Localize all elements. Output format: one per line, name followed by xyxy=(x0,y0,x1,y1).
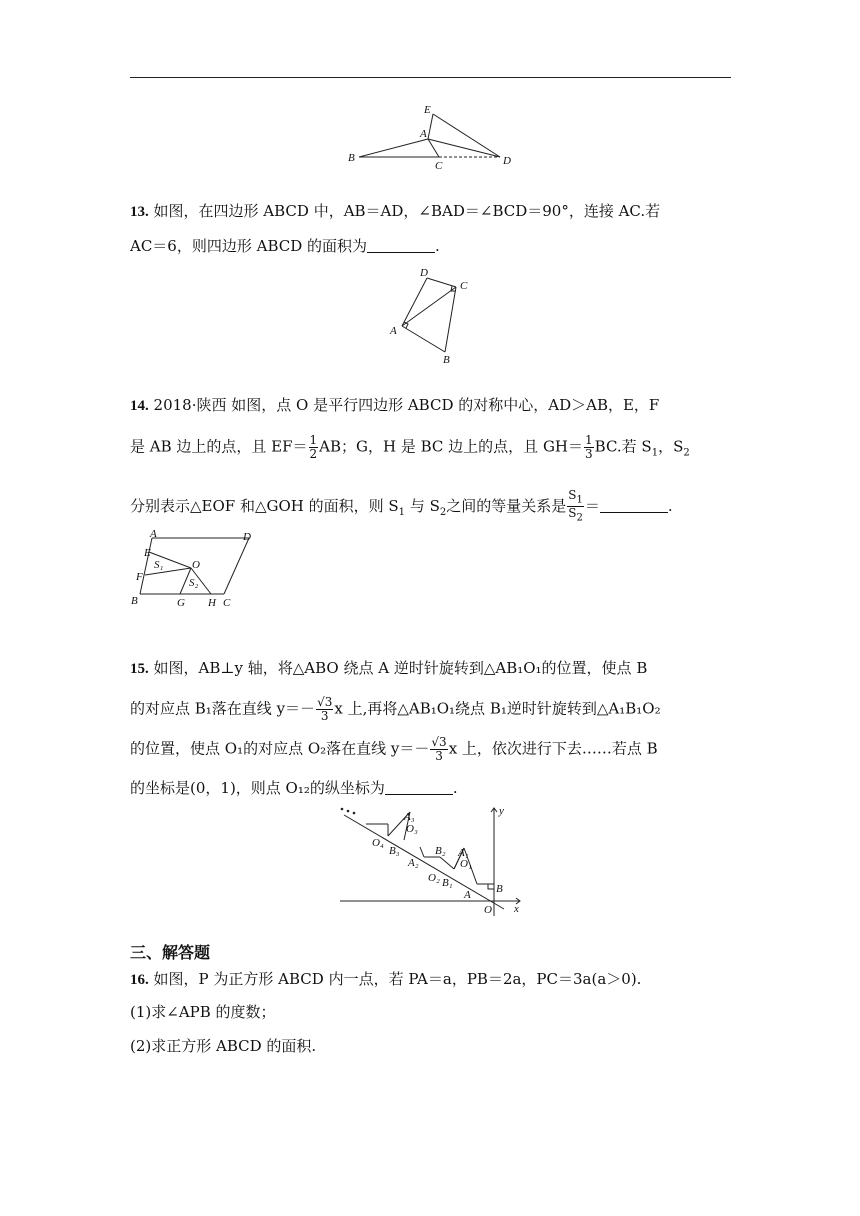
label-S1: S₁ xyxy=(154,559,164,571)
label-A: A xyxy=(150,528,157,540)
label-O3: O₃ xyxy=(406,823,418,835)
fraction-sqrt3-over-3: $\frac{√3}{3}$ xyxy=(317,695,333,723)
label-B3: B₃ xyxy=(389,845,400,857)
label-S2: S₂ xyxy=(189,577,199,589)
label-O: O xyxy=(484,904,492,916)
label-D: D xyxy=(243,531,251,543)
label-O4: O₄ xyxy=(372,837,384,849)
q14-text2a: 是 AB 边上的点，且 EF＝ xyxy=(130,437,308,456)
label-B: B xyxy=(131,595,138,607)
label-y: y xyxy=(499,805,504,817)
q13-text2: AC＝6，则四边形 ABCD 的面积为 xyxy=(130,237,368,255)
label-B: B xyxy=(348,152,355,164)
q14-answer-blank xyxy=(600,498,668,513)
q16-number: 16. xyxy=(130,972,149,988)
section-heading: 三、解答题 xyxy=(130,943,211,962)
figure-rotation-q15 xyxy=(336,800,532,920)
q15-line3 xyxy=(130,736,658,763)
q15-line4 xyxy=(130,778,458,798)
label-D: D xyxy=(420,267,428,279)
q15-number: 15. xyxy=(130,661,149,677)
q15-line1 xyxy=(130,658,647,679)
figure-parallelogram-q14 xyxy=(128,528,263,610)
figure-quadrilateral-q13 xyxy=(385,262,485,367)
label-A: A xyxy=(464,889,471,901)
q13-number: 13. xyxy=(130,204,149,220)
label-F: F xyxy=(136,571,143,583)
label-O: O xyxy=(192,559,200,571)
q14-period: . xyxy=(667,496,673,515)
q14-line3: 分别表示△EOF 和△GOH 的面积，则 $S_1$ 与 $S_2$之间的等量关系是 $\frac{S_1}{S_2}$ ＝ . xyxy=(130,488,673,524)
label-A3: A₃ xyxy=(404,811,415,823)
label-A: A xyxy=(390,325,397,337)
q14-line1 xyxy=(130,395,659,416)
label-D: D xyxy=(503,155,511,167)
q14-line2: 是 AB 边上的点，且 EF＝ $\frac{1}{2}$ AB；G，H 是 BC 边上的点，且 GH＝ $\frac{1}{3}$ BC.若 $S_1$，$S_2$ xyxy=(130,433,690,461)
q14-text2c: BC.若 S xyxy=(594,437,652,456)
q15-period: . xyxy=(452,779,458,797)
label-O2: O₂ xyxy=(428,872,440,884)
label-G: G xyxy=(177,597,185,609)
q15-text1: 如图，AB⊥y 轴，将△ABO 绕点 A 逆时针旋转到△AB₁O₁的位置，使点 B xyxy=(153,659,648,677)
label-A2: A₂ xyxy=(408,857,419,869)
q14-text3c: 之间的等量关系是 xyxy=(446,496,567,515)
q14-equals: ＝ xyxy=(584,496,600,515)
label-B2: B₂ xyxy=(435,845,446,857)
label-B: B xyxy=(443,354,450,366)
header-rule xyxy=(130,77,731,78)
q15-answer-blank xyxy=(385,780,453,795)
q15-text4a: 的坐标是(0，1)，则点 O₁₂的纵坐标为 xyxy=(130,779,385,797)
q14-text3b: 与 S xyxy=(405,496,440,515)
q16-part2: (2)求正方形 ABCD 的面积. xyxy=(130,1037,317,1055)
q15-text3a: 的位置，使点 O₁的对应点 O₂落在直线 y＝－ xyxy=(130,739,430,758)
fraction-s1-over-s2: $\frac{S_1}{S_2}$ xyxy=(568,488,583,524)
q13-line1 xyxy=(130,201,660,222)
q15-line2 xyxy=(130,696,661,723)
q15-text2b: x 上,再将△AB₁O₁绕点 B₁逆时针旋转到△A₁B₁O₂ xyxy=(334,699,661,718)
fraction-one-third: $\frac{1}{3}$ xyxy=(585,433,593,461)
q16-part1: (1)求∠APB 的度数； xyxy=(130,1003,276,1021)
q14-text1: 2018·陕西 如图，点 O 是平行四边形 ABCD 的对称中心，AD＞AB，E，F xyxy=(153,396,660,414)
q16-text1: 如图，P 为正方形 ABCD 内一点，若 PA＝a，PB＝2a，PC＝3a(a＞0). xyxy=(153,970,642,988)
q13-text1: 如图，在四边形 ABCD 中，AB＝AD，∠BAD＝∠BCD＝90°，连接 AC.若 xyxy=(153,202,661,220)
label-E: E xyxy=(144,547,151,559)
fraction-sqrt3-over-3: $\frac{√3}{3}$ xyxy=(431,735,447,763)
label-x: x xyxy=(514,903,519,915)
q14-text3a: 分别表示△EOF 和△GOH 的面积，则 S xyxy=(130,496,399,515)
label-C: C xyxy=(435,160,443,172)
label-A: A xyxy=(420,128,427,140)
q14-number: 14. xyxy=(130,398,149,414)
fraction-one-half: $\frac{1}{2}$ xyxy=(309,433,318,461)
figure-triangle-top xyxy=(340,100,520,172)
label-B: B xyxy=(496,883,503,895)
q14-text2b: AB；G，H 是 BC 边上的点，且 GH＝ xyxy=(319,437,584,456)
q16-line1 xyxy=(130,969,641,990)
q13-period: . xyxy=(435,237,440,255)
label-E: E xyxy=(424,104,431,116)
label-O1: O₁ xyxy=(460,858,472,870)
label-B1: B₁ xyxy=(442,877,453,889)
q15-text2a: 的对应点 B₁落在直线 y＝－ xyxy=(130,699,316,718)
q14-text2d: ，S xyxy=(658,437,684,456)
q13-line2 xyxy=(130,236,440,256)
label-C: C xyxy=(223,597,231,609)
label-C: C xyxy=(460,280,468,292)
q13-answer-blank xyxy=(367,238,435,253)
label-A1: A₁ xyxy=(458,847,469,859)
q15-text3b: x 上，依次进行下去……若点 B xyxy=(448,739,658,758)
label-H: H xyxy=(208,597,216,609)
